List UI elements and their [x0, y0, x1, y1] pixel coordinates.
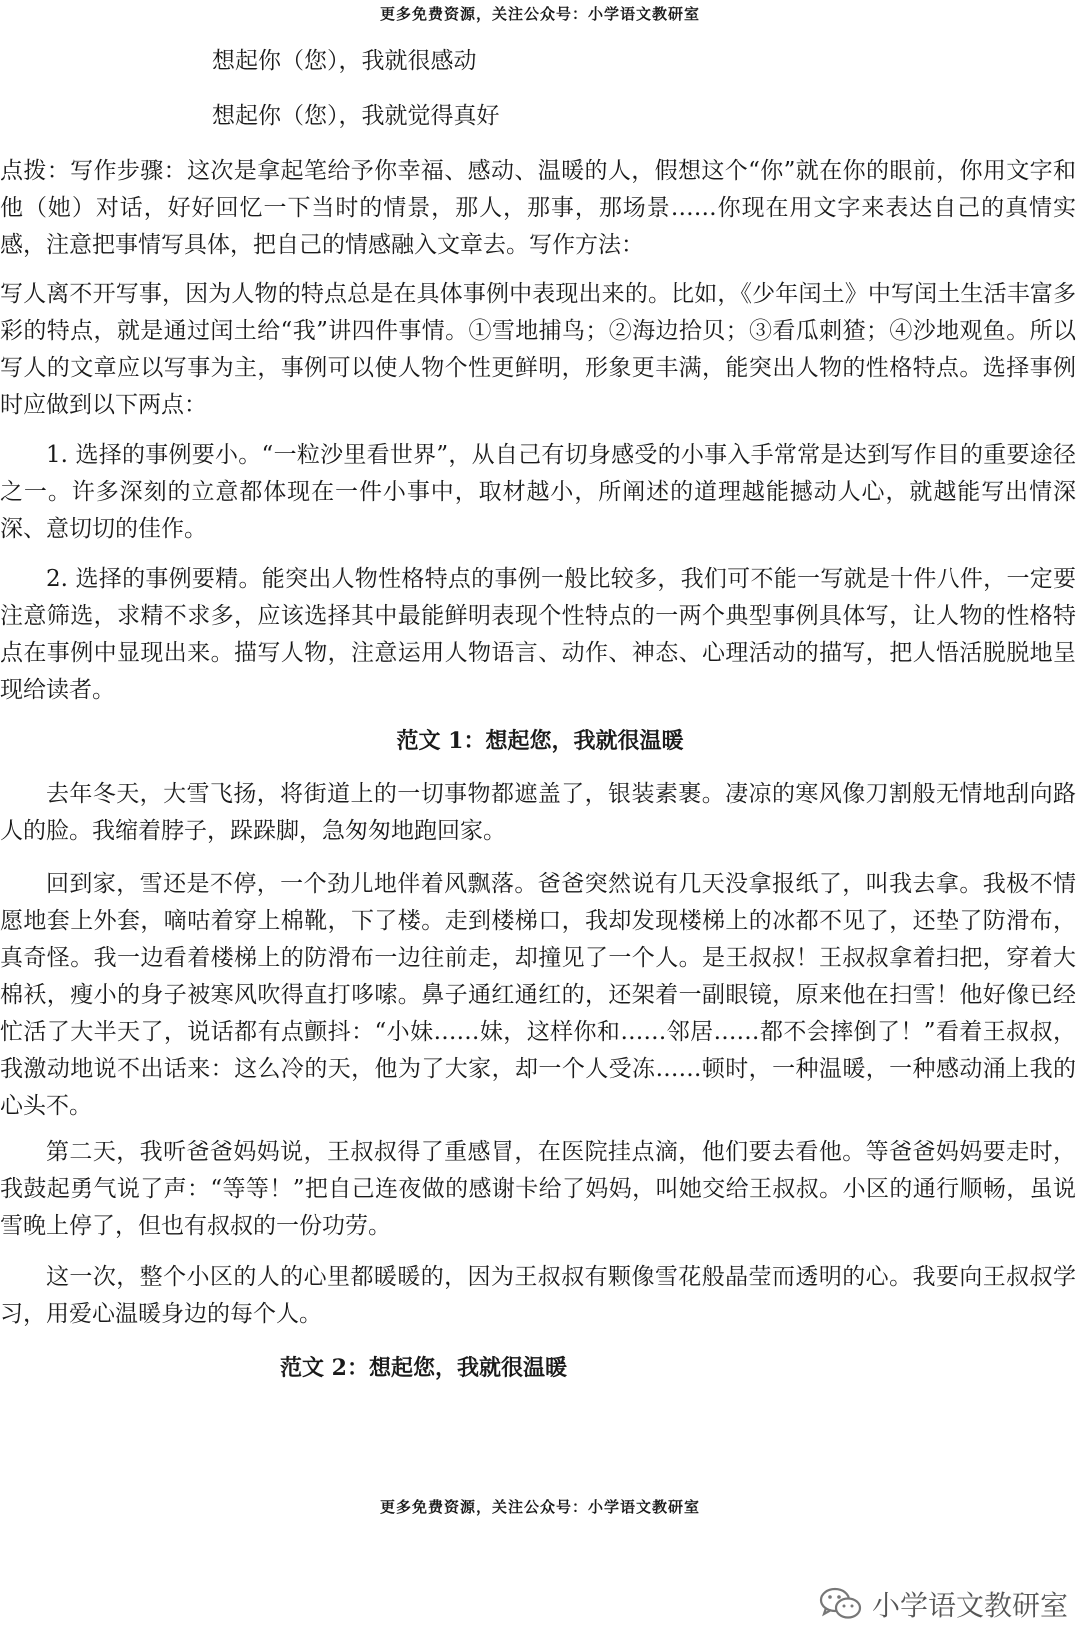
sample-1-paragraph: 去年冬天，大雪飞扬，将街道上的一切事物都遮盖了，银装素裹。凄凉的寒风像刀割般无情地刮向路人的脸。我缩着脖子，跺跺脚，急匆匆地跑回家。 [0, 781, 1076, 844]
sample-1-title: 范文 1：想起您，我就很温暖 [396, 728, 684, 754]
sample-1-paragraph: 这一次，整个小区的人的心里都暖暖的，因为王叔叔有颗像雪花般晶莹而透明的心。我要向王叔叔学习，用爱心温暖身边的每个人。 [0, 1264, 1076, 1327]
wechat-watermark [818, 1584, 1068, 1624]
title-option-2: 想起你（您），我就觉得真好 [212, 103, 500, 129]
page-footer: 更多免费资源，关注公众号：小学语文教研室 [379, 1498, 700, 1516]
wechat-icon [818, 1586, 864, 1622]
method-paragraph: 写人离不开写事，因为人物的特点总是在具体事例中表现出来的。比如，《少年闰土》中写闰土生活丰富多彩的特点，就是通过闰土给“我”讲四件事情。①雪地捕鸟；②海边拾贝；③看瓜刺猹；④沙地观鱼。所以写人的文章应以写事为主，事例可以使人物个性更鲜明，形象更丰满，能突出人物的性格特点。选择事例时应做到以下两点： [0, 281, 1076, 418]
page-header: 更多免费资源，关注公众号：小学语文教研室 [379, 5, 700, 23]
watermark-text: 小学语文教研室 [872, 1589, 1069, 1622]
sample-2-title: 范文 2：想起您，我就很温暖 [280, 1355, 567, 1381]
sample-1-paragraph: 第二天，我听爸爸妈妈说，王叔叔得了重感冒，在医院挂点滴，他们要去看他。等爸爸妈妈要走时，我鼓起勇气说了声：“等等！”把自己连夜做的感谢卡给了妈妈，叫她交给王叔叔。小区的通行顺畅，虽说雪晚上停了，但也有叔叔的一份功劳。 [0, 1139, 1076, 1239]
title-option-1: 想起你（您），我就很感动 [212, 48, 477, 74]
sample-1-paragraph: 回到家，雪还是不停，一个劲儿地伴着风飘落。爸爸突然说有几天没拿报纸了，叫我去拿。我极不情愿地套上外套，嘀咕着穿上棉靴，下了楼。走到楼梯口，我却发现楼梯上的冰都不见了，还垫了防滑布，真奇怪。我一边看着楼梯上的防滑布一边往前走，却撞见了一个人。是王叔叔！王叔叔拿着扫把，穿着大棉袄，瘦小的身子被寒风吹得直打哆嗦。鼻子通红通红的，还架着一副眼镜，原来他在扫雪！他好像已经忙活了大半天了，说话都有点颤抖：“小妹……妹，这样你和……邻居……都不会摔倒了！”看着王叔叔，我激动地说不出话来：这么冷的天，他为了大家，却一个人受冻……顿时，一种温暖，一种感动涌上我的心头不。 [0, 871, 1076, 1119]
guidance-paragraph: 点拨：写作步骤：这次是拿起笔给予你幸福、感动、温暖的人，假想这个“你”就在你的眼前，你用文字和他（她）对话，好好回忆一下当时的情景，那人，那事，那场景……你现在用文字来表达自己的真情实感，注意把事情写具体，把自己的情感融入文章去。写作方法： [0, 158, 1076, 258]
selection-point-2: 2. 选择的事例要精。能突出人物性格特点的事例一般比较多，我们可不能一写就是十件八件，一定要注意筛选，求精不求多，应该选择其中最能鲜明表现个性特点的一两个典型事例具体写，让人物的性格特点在事例中显现出来。描写人物，注意运用人物语言、动作、神态、心理活动的描写，把人悟活脱脱地呈现给读者。 [0, 566, 1076, 703]
selection-point-1: 1. 选择的事例要小。“一粒沙里看世界”，从自己有切身感受的小事入手常常是达到写作目的重要途径之一。许多深刻的立意都体现在一件小事中，取材越小，所阐述的道理越能撼动人心，就越能写出情深深、意切切的佳作。 [0, 442, 1076, 542]
